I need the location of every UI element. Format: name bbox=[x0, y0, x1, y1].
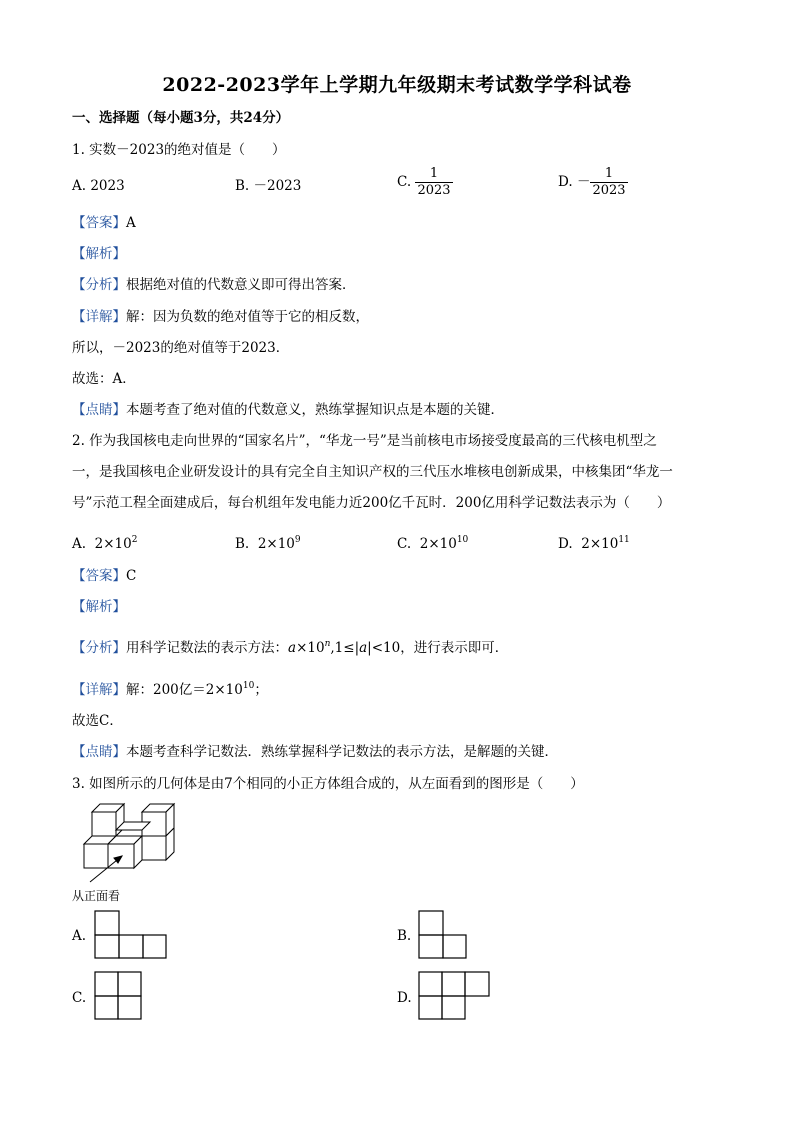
option-exponent: 11 bbox=[618, 535, 630, 545]
cube-face bbox=[142, 836, 166, 860]
q1-option-c-label: C. bbox=[397, 174, 412, 190]
xiangjie-tag: 【详解】 bbox=[72, 682, 126, 698]
q1-solution-line: 所以，－2023的绝对值等于2023． bbox=[72, 340, 290, 356]
q2-option-b bbox=[235, 530, 301, 554]
q2-option-d bbox=[558, 530, 630, 554]
fenxi-tag: 【分析】 bbox=[72, 640, 126, 656]
option-label: C. bbox=[397, 536, 412, 552]
q3-option-c-label: C. bbox=[72, 990, 87, 1006]
q1-xiangjie bbox=[72, 307, 369, 327]
answer-tag: 【答案】 bbox=[72, 215, 126, 231]
xiangjie-exponent: 10 bbox=[242, 681, 255, 691]
q2-option-a bbox=[72, 530, 137, 554]
section-heading: 一、选择题（每小题3分，共24分） bbox=[72, 110, 290, 126]
dianjing-tag: 【点睛】 bbox=[72, 744, 126, 760]
formula-end: <10 bbox=[371, 640, 401, 656]
q1-fenxi bbox=[72, 275, 356, 295]
q2-stem-line-1: 2. 作为我国核电走向世界的“国家名片”，“华龙一号”是当前核电市场接受度最高的三代核电机型之 bbox=[72, 433, 657, 449]
xiangjie-post: ； bbox=[254, 682, 268, 698]
option-base: 2×10 bbox=[419, 536, 457, 552]
option-exponent: 10 bbox=[456, 535, 469, 545]
fraction-numerator: 1 bbox=[604, 166, 614, 181]
fenxi-tag: 【分析】 bbox=[72, 277, 126, 293]
q3-stem: 3. 如图所示的几何体是由7个相同的小正方体组合成的，从左面看到的图形是（ ） bbox=[72, 776, 584, 792]
q3-option-c-figure bbox=[94, 971, 144, 1021]
q1-option-d-label: D. bbox=[558, 174, 573, 190]
q3-option-b-label: B. bbox=[397, 928, 412, 944]
q3-option-d-figure bbox=[418, 971, 492, 1021]
formula-abs: |a| bbox=[354, 640, 372, 656]
q3-option-b-figure bbox=[418, 910, 468, 960]
dianjing-tag: 【点睛】 bbox=[72, 402, 126, 418]
formula-mid: ×10 bbox=[296, 640, 325, 656]
fraction-numerator: 1 bbox=[429, 166, 439, 181]
option-base: 2×10 bbox=[94, 536, 132, 552]
q1-option-c bbox=[397, 166, 453, 199]
q2-stem-line-2: 一，是我国核电企业研发设计的具有完全自主知识产权的三代压水堆核电创新成果，中核集团“华龙一 bbox=[72, 464, 673, 480]
q1-option-d-fraction bbox=[590, 166, 627, 199]
q2-dianjing bbox=[72, 742, 558, 762]
q2-option-c bbox=[397, 530, 468, 554]
q2-stem-line-3: 号”示范工程全面建成后，每台机组年发电能力近200亿千瓦时．200亿用科学记数法表示为（ ） bbox=[72, 495, 671, 511]
answer-value: A bbox=[126, 215, 136, 231]
dianjing-text: 本题考查科学记数法．熟练掌握科学记数法的表示方法，是解题的关键． bbox=[126, 744, 558, 760]
q1-option-c-fraction bbox=[415, 166, 452, 199]
option-label: A. bbox=[72, 536, 87, 552]
q1-choose: 故选：A． bbox=[72, 371, 136, 387]
q3-option-a-label: A. bbox=[72, 928, 87, 944]
q2-answer bbox=[72, 566, 136, 586]
option-exponent: 9 bbox=[294, 535, 301, 545]
xiangjie-text: 解：因为负数的绝对值等于它的相反数， bbox=[126, 309, 369, 325]
q1-option-a: A. 2023 bbox=[72, 178, 125, 194]
page-title: 2022-2023学年上学期九年级期末考试数学学科试卷 bbox=[162, 74, 632, 96]
option-label: D. bbox=[558, 536, 573, 552]
q2-xiangjie bbox=[72, 676, 268, 700]
fenxi-post: ，进行表示即可． bbox=[400, 640, 509, 656]
answer-tag: 【答案】 bbox=[72, 568, 126, 584]
q2-analysis-tag: 【解析】 bbox=[72, 599, 126, 615]
fenxi-text: 根据绝对值的代数意义即可得出答案． bbox=[126, 277, 356, 293]
answer-value: C bbox=[126, 568, 137, 584]
fraction-denominator: 2023 bbox=[592, 183, 626, 198]
fenxi-text: 用科学记数法的表示方法： bbox=[126, 640, 288, 656]
cube-face bbox=[92, 812, 116, 836]
q2-choose: 故选C． bbox=[72, 713, 123, 729]
q1-answer bbox=[72, 213, 136, 233]
q1-option-d bbox=[558, 166, 628, 199]
dianjing-text: 本题考查了绝对值的代数意义，熟练掌握知识点是本题的关键． bbox=[126, 402, 504, 418]
q3-option-d-label: D. bbox=[397, 990, 412, 1006]
q3-option-a-figure bbox=[94, 910, 168, 960]
q1-option-b: B. －2023 bbox=[235, 178, 302, 194]
q1-dianjing bbox=[72, 400, 504, 420]
option-exponent: 2 bbox=[131, 535, 138, 545]
q2-fenxi bbox=[72, 634, 508, 658]
xiangjie-tag: 【详解】 bbox=[72, 309, 126, 325]
cube-figure bbox=[76, 800, 186, 875]
option-base: 2×10 bbox=[257, 536, 295, 552]
q1-stem: 1. 实数－2023的绝对值是（ ） bbox=[72, 142, 286, 158]
formula-exponent: n bbox=[324, 639, 331, 649]
formula-rest: ,1≤ bbox=[330, 640, 355, 656]
front-view-label: 从正面看 bbox=[72, 889, 121, 903]
option-base: 2×10 bbox=[581, 536, 619, 552]
fraction-denominator: 2023 bbox=[417, 183, 451, 198]
cube-face bbox=[84, 844, 108, 868]
q1-analysis-tag: 【解析】 bbox=[72, 246, 126, 262]
q1-option-d-sign: － bbox=[576, 174, 591, 190]
formula-a: a bbox=[288, 640, 297, 656]
option-label: B. bbox=[235, 536, 250, 552]
xiangjie-text: 解：200亿＝2×10 bbox=[126, 682, 243, 698]
